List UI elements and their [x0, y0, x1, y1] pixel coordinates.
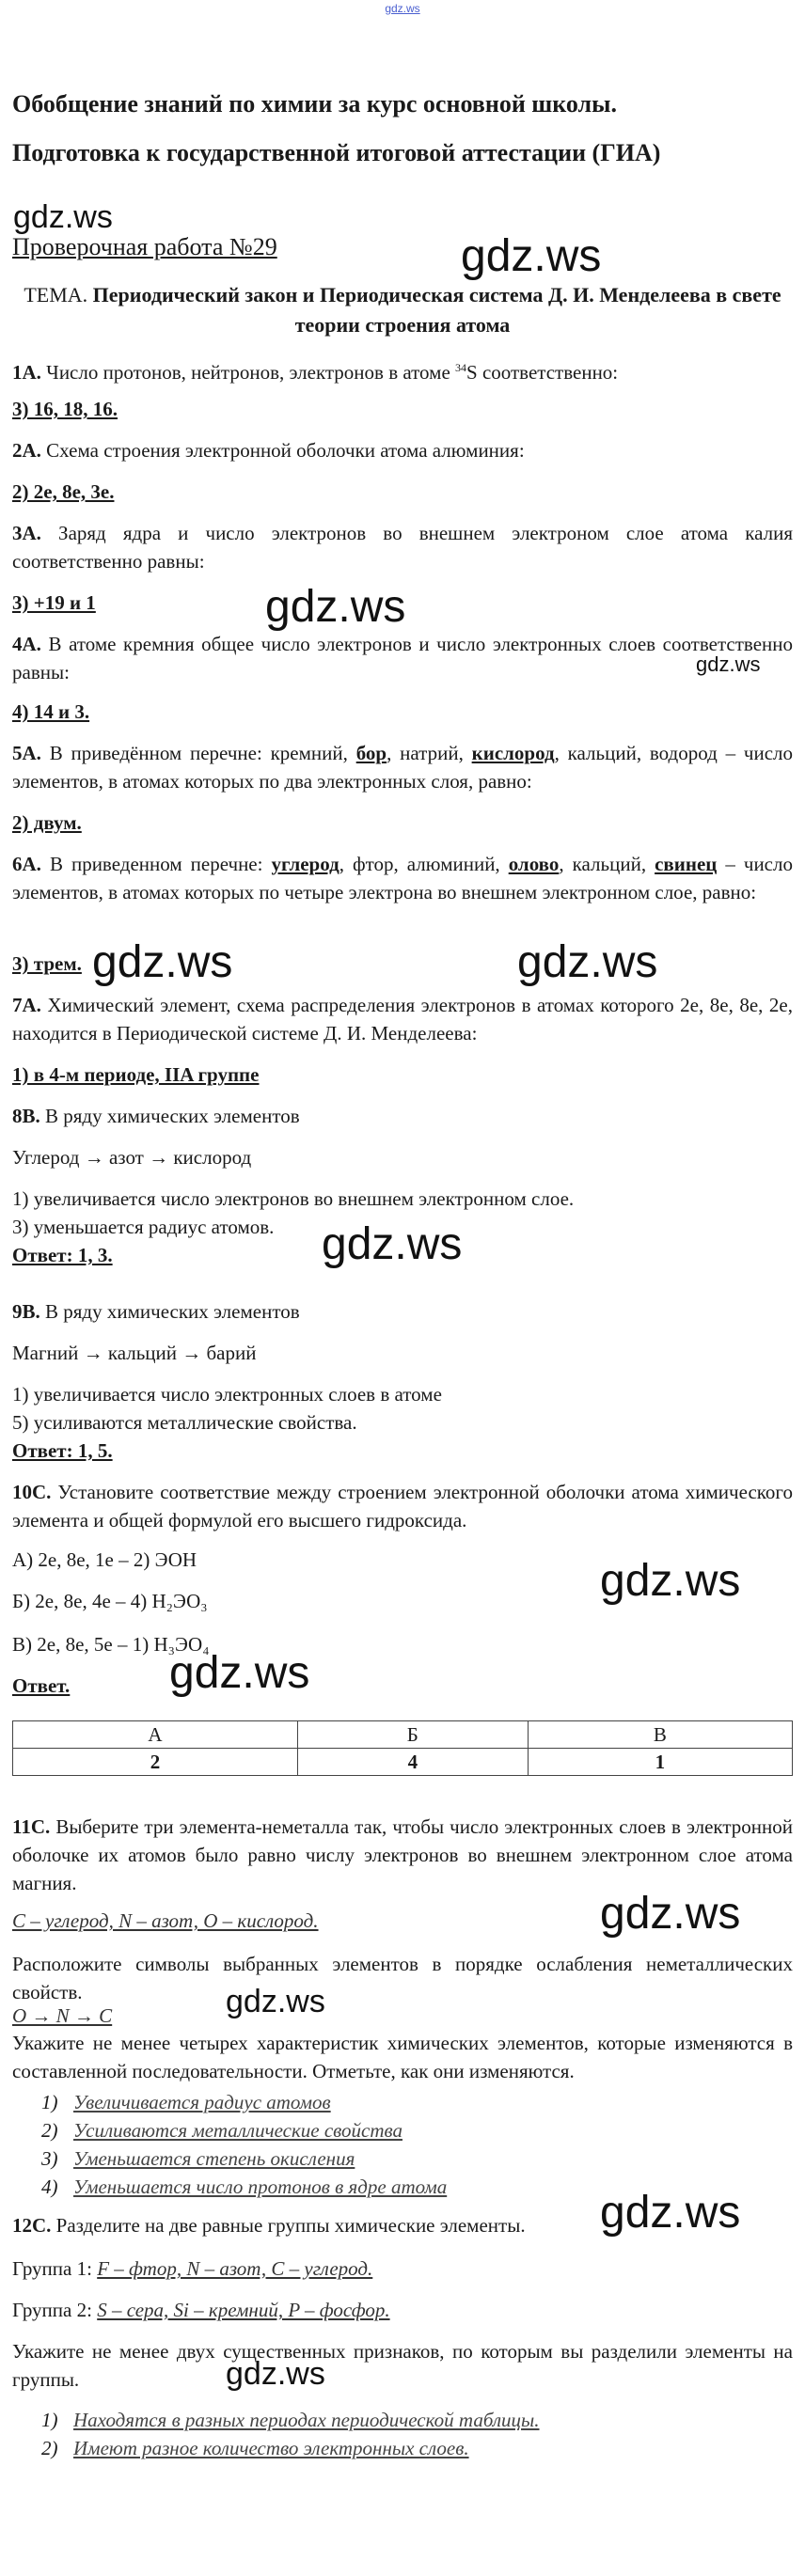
list-item: 1) Находятся в разных периодах периодической таблицы. [41, 2409, 540, 2431]
indicate-11: Укажите не менее четырех характеристик химических элементов, которые изменяются в составленной последовательности. Отметьте, как они изменяются. [12, 2032, 793, 2082]
watermark: gdz.ws [696, 652, 761, 676]
question-12: 12С. Разделите на две равные группы химические элементы. [12, 2214, 526, 2237]
answer-9: Ответ: 1, 5. [12, 1439, 113, 1462]
heading-1: Обобщение знаний по химии за курс основной школы. [12, 90, 617, 118]
list-item: 1) Увеличивается радиус атомов [41, 2091, 331, 2113]
table-header: Б [297, 1721, 528, 1749]
line-8-1: 1) увеличивается число электронов во внешнем электронном слое. [12, 1187, 575, 1210]
list-item: 3) Уменьшается степень окисления [41, 2147, 355, 2170]
watermark: gdz.ws [600, 2188, 741, 2238]
question-4: 4А. В атоме кремния общее число электронов и число электронных слоев соответственно равны: [12, 633, 793, 683]
question-5: 5А. В приведённом перечне: кремний, бор, натрий, кислород, кальций, водород – число элементов, в атомах которых по два электронных слоя, равно: [12, 742, 793, 793]
question-6: 6А. В приведенном перечне: углерод, фтор, алюминий, олово, кальций, свинец – число элементов, в атомах которых по четыре электрона во внешнем электронном слое, равно: [12, 853, 793, 903]
group-2: Группа 2: S – сера, Si – кремний, P – фосфор. [12, 2299, 390, 2321]
table-header: В [528, 1721, 792, 1749]
answer-3: 3) +19 и 1 [12, 591, 96, 614]
indicate-12: Укажите не менее двух существенных признаков, по которым вы разделили элементы на группы. [12, 2340, 793, 2391]
watermark: gdz.ws [265, 582, 406, 632]
line-8-2: 3) уменьшается радиус атомов. [12, 1216, 275, 1238]
option-10-b: Б) 2е, 8е, 4е – 4) H₂ЭО₃ [12, 1590, 208, 1612]
choice-11: С – углерод, N – азот, О – кислород. [12, 1909, 319, 1932]
watermark: gdz.ws [461, 231, 602, 281]
answer-table [12, 1720, 793, 1776]
theme: ТЕМА. Периодический закон и Периодическая система Д. И. Менделеева в свете теории строения атома [24, 283, 781, 337]
answer-2: 2) 2е, 8е, 3е. [12, 480, 115, 503]
option-10-a: А) 2е, 8е, 1е – 2) ЭОН [12, 1548, 197, 1571]
answer-6: 3) трем. [12, 952, 82, 975]
work-title: Проверочная работа №29 [12, 233, 277, 260]
watermark: gdz.ws [600, 1556, 741, 1606]
line-9-2: 5) усиливаются металлические свойства. [12, 1411, 357, 1434]
table-cell: 4 [297, 1749, 528, 1776]
question-11: 11С. Выберите три элемента-неметалла так, чтобы число электронных слоев в электронной оболочке их атомов было равно числу электронов во внешнем электронном слое атома магния. [12, 1815, 793, 1894]
watermark: gdz.ws [169, 1648, 310, 1698]
table-header: А [13, 1721, 298, 1749]
table-cell: 2 [13, 1749, 298, 1776]
watermark: gdz.ws [226, 2356, 325, 2392]
heading-2: Подготовка к государственной итоговой аттестации (ГИА) [12, 139, 661, 166]
chain-8: Углерод → азот → кислород [12, 1146, 252, 1169]
watermark: gdz.ws [226, 1984, 325, 2019]
list-item: 4) Уменьшается число протонов в ядре атома [41, 2175, 448, 2198]
watermark: gdz.ws [600, 1889, 741, 1939]
watermark: gdz.ws [13, 199, 113, 235]
arrange-11: Расположите символы выбранных элементов в порядке ослабления неметаллических свойств. [12, 1953, 793, 2003]
group-1: Группа 1: F – фтор, N – азот, C – углерод. [12, 2257, 373, 2280]
watermark: gdz.ws [92, 937, 233, 987]
table-header-row [13, 1721, 793, 1749]
answer-8: Ответ: 1, 3. [12, 1244, 113, 1266]
question-2: 2А. Схема строения электронной оболочки атома алюминия: [12, 439, 525, 462]
table-row [13, 1749, 793, 1776]
option-10-c: В) 2е, 8е, 5е – 1) H₃ЭО₄ [12, 1633, 210, 1656]
site-link[interactable]: gdz.ws [385, 2, 420, 15]
list-item: 2) Имеют разное количество электронных слоев. [41, 2437, 469, 2459]
answer-5: 2) двум. [12, 811, 82, 834]
question-10: 10С. Установите соответствие между строением электронной оболочки атома химического элемента и общей формулой его высшего гидроксида. [12, 1481, 793, 1531]
answer-7: 1) в 4-м периоде, IIA группе [12, 1063, 260, 1086]
question-9: 9В. В ряду химических элементов [12, 1300, 300, 1323]
chain-9: Магний → кальций → барий [12, 1342, 257, 1364]
watermark: gdz.ws [517, 937, 658, 987]
question-3: 3А. Заряд ядра и число электронов во внешнем электроном слое атома калия соответственно равны: [12, 522, 793, 573]
answer-4: 4) 14 и 3. [12, 700, 90, 723]
question-1: 1А. Число протонов, нейтронов, электронов в атоме $^{34}$S соответственно: [12, 361, 619, 384]
question-8: 8В. В ряду химических элементов [12, 1105, 300, 1127]
table-cell: 1 [528, 1749, 792, 1776]
answer-label-10: Ответ. [12, 1674, 71, 1697]
order-11: O → N → C [12, 2004, 113, 2027]
answer-1: 3) 16, 18, 16. [12, 398, 118, 420]
question-7: 7А. Химический элемент, схема распределения электронов в атомах которого 2е, 8е, 8е, 2е, находится в Периодической системе Д. И. Менделеева: [12, 994, 793, 1045]
watermark: gdz.ws [322, 1219, 463, 1269]
line-9-1: 1) увеличивается число электронных слоев в атоме [12, 1383, 442, 1406]
list-item: 2) Усиливаются металлические свойства [41, 2119, 402, 2142]
